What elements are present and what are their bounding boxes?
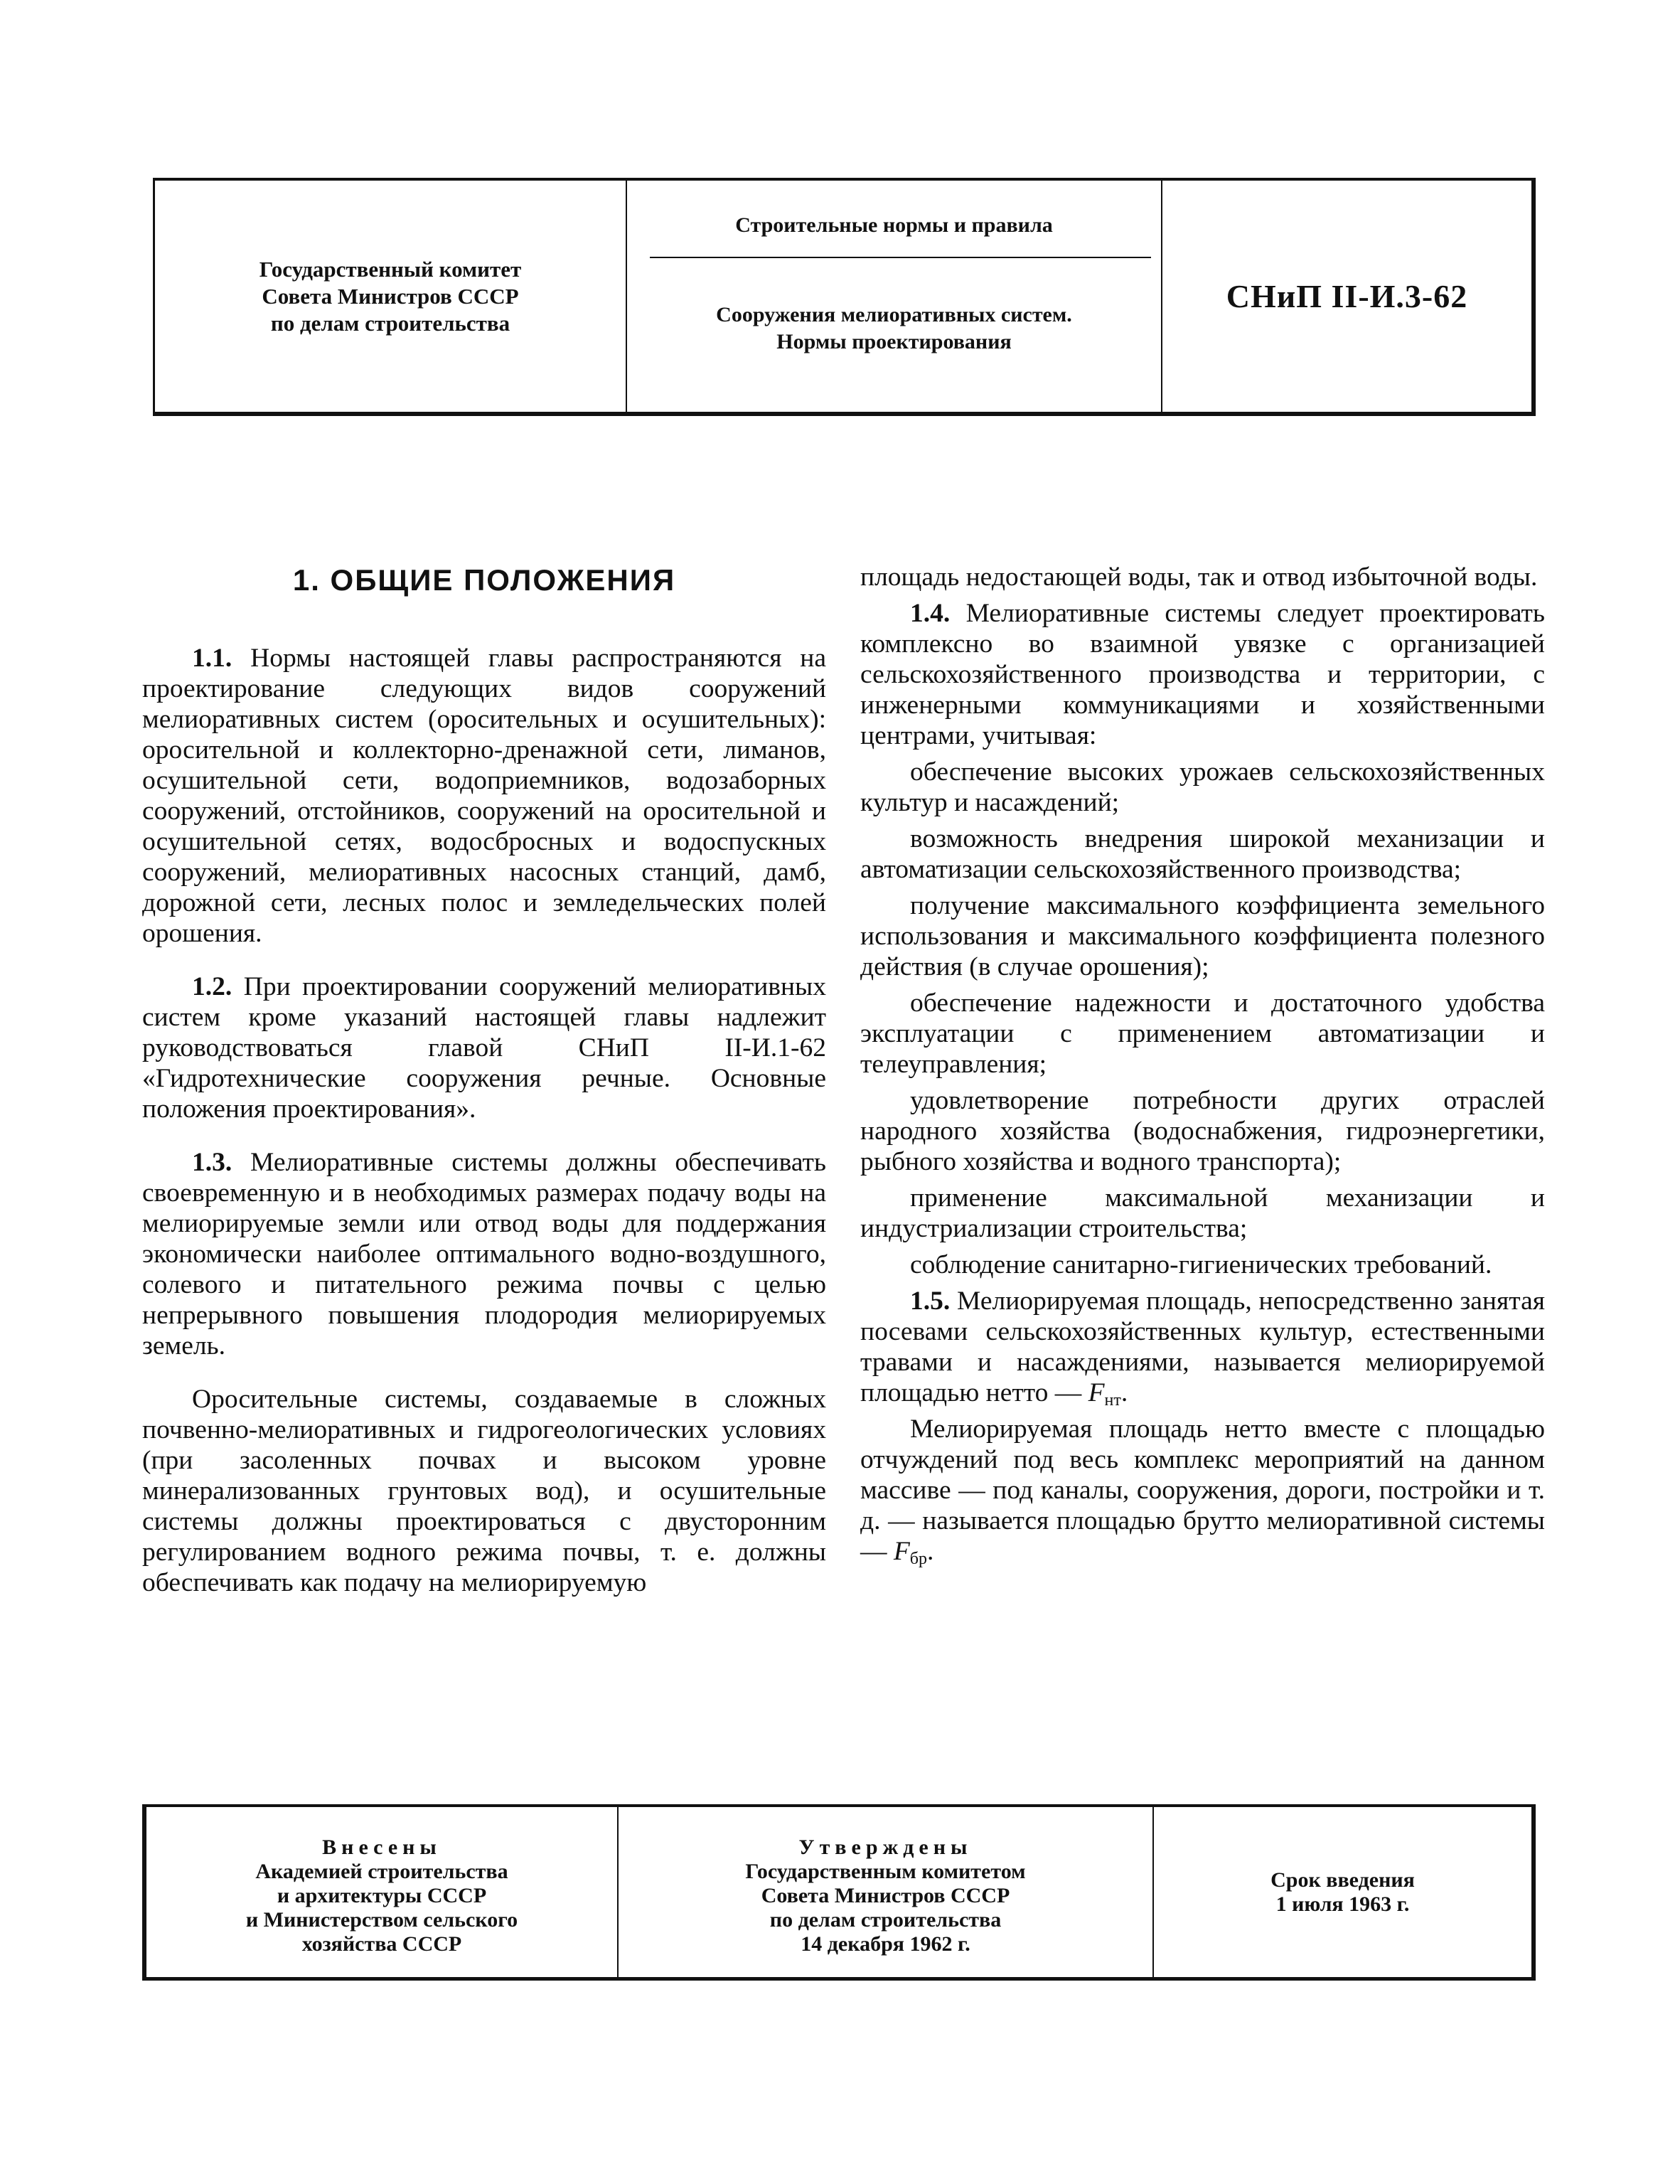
paragraph-text: Мелиоративные системы должны обеспечивать своевременную и в необходимых размерах подачу воды на мелиорируемые земли или отвод воды для поддержания экономически наиболее оптимального водно-воздушного, солевого и питательного режима почвы с целью непрерывного повышения плодородия мелиорируемых земель. [142,1148,826,1360]
norms-title: Строительные нормы и правила [735,213,1053,237]
submitted-title: Внесены [322,1836,442,1859]
list-item: возможность внедрения широкой механизации и автоматизации сельскохозяйственного производства; [860,824,1545,884]
effective-date: Срок введения 1 июля 1963 г. [1270,1868,1415,1916]
document-code-cell [1162,181,1531,412]
paragraph-text: Мелиоративные системы следует проектировать комплексно во взаимной увязке с организацией сельскохозяйственного производства и территории, с инженерными коммуникациями и хозяйственными центрами, учитывая: [860,599,1545,750]
paragraph-number: 1.3. [192,1148,232,1177]
paragraph-number: 1.4. [910,599,951,628]
paragraph-text: При проектировании сооружений мелиоративных систем кроме указаний настоящей главы надлежит руководствоваться главой СНиП II-И.1-62 «Гидротехнические сооружения речные. Основные положения проектирования». [142,972,826,1124]
paragraph-1-5-continued: Мелиорируемая площадь нетто вместе с площадью отчуждений под весь комплекс мероприятий на данном массиве — под каналы, сооружения, дороги, постройки и т. д. — называется площадью брутто мелиоративной системы — $F_{бр}$. [860,1415,1545,1568]
submitted-cell [146,1807,617,1977]
approved-title: Утверждены [798,1836,973,1859]
list-item: обеспечение высоких урожаев сельскохозяйственных культур и насаждений; [860,757,1545,817]
paragraph-1-3-end: площадь недостающей воды, так и отвод избыточной воды. [860,563,1538,592]
gross-area-subscript: бр [909,1550,928,1568]
paragraph-number: 1.1. [192,644,232,673]
right-column [860,562,1545,1567]
list-item: получение максимального коэффициента земельного использования и максимального коэффициента полезного действия (в случае орошения); [860,891,1545,981]
paragraph-1-3 [142,1147,826,1361]
list-item: применение максимальной механизации и индустриализации строительства; [860,1183,1545,1243]
paragraph-text: Нормы настоящей главы распространяются на проектирование следующих видов сооружений мелиоративных систем (оросительных и осушительных): оросительной и коллекторно-дренажной сети, лиманов, осушительной сети, водоприемников, водозаборных сооружений, отстойников, сооружений на оросительной и осушительной сетях, водосбросных и водоспускных сооружений, мелиоративных насосных станций, дамб, дорожной сети, лесных полос и земледельческих полей орошения. [142,644,827,948]
net-area-subscript: нт [1104,1391,1121,1410]
approved-cell [617,1807,1154,1977]
document-subject: Сооружения мелиоративных систем. Нормы проектирования [716,303,1072,353]
issuing-authority: Государственный комитет Совета Министров СССР по делам строительства [259,256,522,336]
issuing-authority-cell [155,181,626,412]
paragraph-number: 1.2. [192,972,232,1001]
paragraph-1-1 [142,643,826,949]
paragraph-1-4 [860,598,1545,751]
title-divider [650,257,1151,258]
list-item: удовлетворение потребности других отраслей народного хозяйства (водоснабжения, гидроэнергетики, рыбного хозяйства и водного транспорта); [860,1086,1545,1176]
paragraph-number: 1.5. [910,1287,951,1316]
list-item: обеспечение надежности и достаточного удобства эксплуатации с применением автоматизации и телеуправления; [860,989,1545,1079]
left-column [142,562,826,1598]
net-area-symbol: F [1088,1378,1105,1407]
submitted-by: Академией строительства и архитектуры СССР и Министерством сельского хозяйства СССР [245,1860,518,1956]
list-item: соблюдение санитарно-гигиенических требований. [910,1250,1492,1279]
paragraph-text: Мелиорируемая площадь, непосредственно занятая посевами сельскохозяйственных культур, естественными травами и насаждениями, называется мелиорируемой площадью нетто — [860,1287,1545,1407]
document-title-cell [626,181,1162,412]
section-title: 1. ОБЩИЕ ПОЛОЖЕНИЯ [292,563,676,597]
paragraph-text: Мелиорируемая площадь нетто вместе с площадью отчуждений под весь комплекс мероприятий на данном массиве — под каналы, сооружения, дороги, постройки и т. д. — называется площадью брутто мелиоративной системы — [860,1415,1545,1566]
approved-by: Государственным комитетом Совета Министров СССР по делам строительства 14 декабря 1962 г. [745,1860,1026,1956]
paragraph-1-5: 1.5. Мелиорируемая площадь, непосредственно занятая посевами сельскохозяйственных культур, естественными травами и насаждениями, называется мелиорируемой площадью нетто — $F_{нт}$. [860,1287,1545,1410]
document-footer-table [142,1804,1536,1981]
paragraph-1-2 [142,971,826,1124]
effective-date-cell [1154,1807,1531,1977]
gross-area-symbol: F [893,1537,910,1566]
document-code: СНиП II-И.3-62 [1226,278,1468,314]
paragraph-1-3-continued: Оросительные системы, создаваемые в сложных почвенно-мелиоративных и гидрогеологических условиях (при засоленных почвах и высоком уровне минерализованных грунтовых вод), и осушительные системы должны проектироваться с двусторонним регулированием водного режима почвы, т. е. должны обеспечивать как подачу на мелиорируемую [142,1385,826,1597]
document-header-table [153,178,1536,416]
